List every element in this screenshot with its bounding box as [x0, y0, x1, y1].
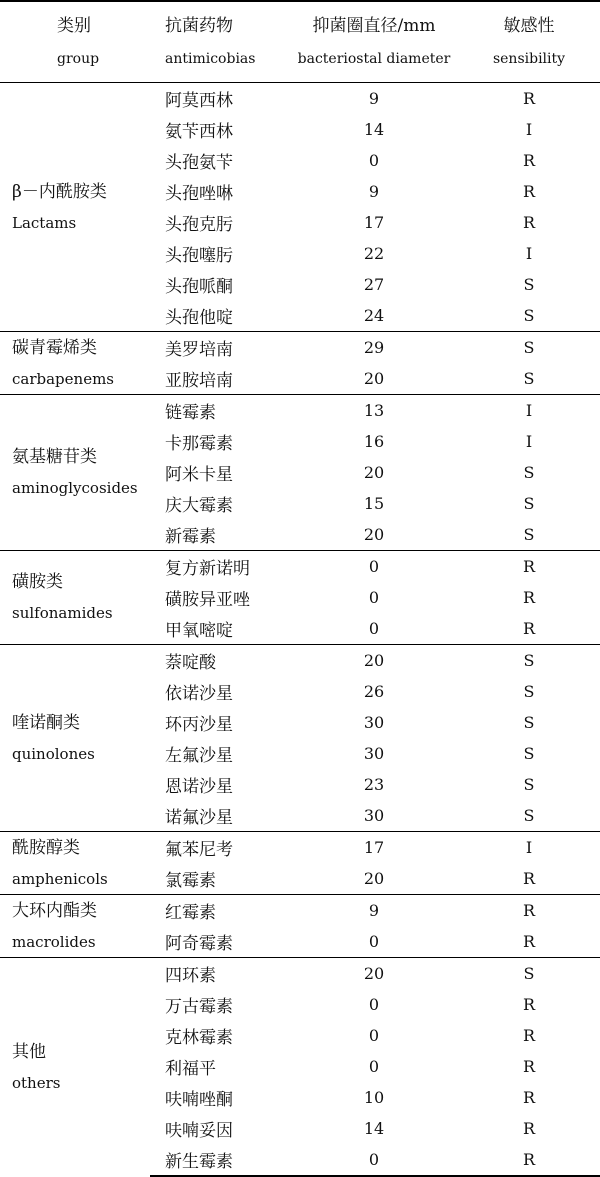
- diameter-cell: 14: [363, 1119, 385, 1138]
- sensibility-cell: R: [522, 151, 536, 170]
- sensibility-cell: S: [523, 275, 535, 294]
- sensibility-cell: I: [525, 432, 533, 451]
- group-cell: [0, 83, 150, 332]
- table-row: [0, 332, 600, 364]
- sensibility-cell: R: [522, 1088, 536, 1107]
- sensibility-cell: R: [522, 995, 536, 1014]
- group-cell: [0, 645, 150, 832]
- drug-cell: 链霉素: [150, 395, 290, 427]
- sensibility-cell: I: [525, 244, 533, 263]
- diameter-cell: 9: [368, 89, 380, 108]
- diameter-cell: 20: [363, 463, 385, 482]
- table-row: [0, 832, 600, 864]
- drug-cell: 呋喃唑酮: [165, 1090, 233, 1110]
- diameter-cell: 0: [368, 588, 380, 607]
- drug-cell: 头孢哌酮: [165, 277, 233, 297]
- group-cell: [0, 395, 150, 551]
- drug-cell: 头孢克肟: [165, 215, 233, 235]
- group-cell: [0, 895, 150, 958]
- group-name-cn: 碳青霉烯类: [12, 337, 97, 358]
- drug-cell: 甲氧嘧啶: [165, 621, 233, 641]
- diameter-cell: 16: [363, 432, 385, 451]
- drug-cell: 阿米卡星: [165, 465, 233, 485]
- drug-cell: 复方新诺明: [150, 551, 290, 583]
- drug-cell: 庆大霉素: [165, 496, 233, 516]
- sensibility-cell: S: [523, 306, 535, 325]
- sensibility-cell: S: [523, 775, 535, 794]
- diameter-cell: 0: [368, 995, 380, 1014]
- header-drug-cn: 抗菌药物: [165, 16, 233, 36]
- diameter-cell: 23: [363, 775, 385, 794]
- table-body: [0, 83, 600, 1177]
- group-name-cn: 其他: [12, 1041, 46, 1062]
- drug-cell: 头孢唑啉: [165, 184, 233, 204]
- sensibility-cell: R: [522, 1057, 536, 1076]
- group-name-en: quinolones: [12, 744, 95, 763]
- sensibility-cell: I: [525, 120, 533, 139]
- diameter-cell: 17: [290, 832, 458, 864]
- diameter-cell: 0: [368, 1026, 380, 1045]
- sensibility-cell: S: [523, 369, 535, 388]
- drug-cell: 阿奇霉素: [165, 934, 233, 954]
- header-sensibility-cn: 敏感性: [503, 16, 555, 36]
- sensibility-cell: I: [458, 395, 600, 427]
- sensibility-cell: R: [458, 1144, 600, 1176]
- group-name-cn: 喹诺酮类: [12, 712, 80, 733]
- group-name-en: others: [12, 1073, 61, 1092]
- sensibility-cell: S: [458, 958, 600, 990]
- drug-cell: 头孢噻肟: [165, 246, 233, 266]
- group-cell: [0, 551, 150, 645]
- sensibility-cell: R: [522, 619, 536, 638]
- table-row: [0, 395, 600, 427]
- drug-cell: 亚胺培南: [165, 371, 233, 391]
- sensibility-cell: S: [523, 713, 535, 732]
- sensibility-cell: S: [523, 806, 535, 825]
- sensibility-cell: R: [458, 551, 600, 583]
- diameter-cell: 17: [363, 213, 385, 232]
- table-row: [0, 551, 600, 583]
- sensibility-cell: I: [458, 832, 600, 864]
- drug-cell: 新霉素: [165, 527, 216, 547]
- drug-cell: 新生霉素: [150, 1144, 290, 1176]
- diameter-cell: 24: [363, 306, 385, 325]
- diameter-cell: 30: [363, 713, 385, 732]
- diameter-cell: 9: [368, 182, 380, 201]
- diameter-cell: 27: [363, 275, 385, 294]
- table-row: [0, 83, 600, 115]
- sensibility-cell: R: [522, 213, 536, 232]
- group-name-cn: 酰胺醇类: [12, 837, 80, 858]
- group-name-en: carbapenems: [12, 369, 114, 388]
- diameter-cell: 30: [363, 744, 385, 763]
- diameter-cell: 20: [290, 958, 458, 990]
- sensibility-cell: R: [522, 932, 536, 951]
- diameter-cell: 10: [363, 1088, 385, 1107]
- drug-cell: 诺氟沙星: [165, 808, 233, 828]
- group-name-en: sulfonamides: [12, 604, 113, 622]
- sensibility-cell: R: [522, 588, 536, 607]
- header-diameter-cn: 抑菌圈直径/mm: [312, 16, 436, 36]
- header-diameter-en: bacteriostal diameter: [297, 51, 451, 67]
- header-group-en: group: [57, 51, 100, 67]
- drug-cell: 克林霉素: [165, 1028, 233, 1048]
- diameter-cell: 15: [363, 494, 385, 513]
- diameter-cell: 30: [363, 806, 385, 825]
- header-diameter: [290, 1, 458, 83]
- table-row: [0, 645, 600, 677]
- table-row: [0, 958, 600, 990]
- diameter-cell: 20: [363, 869, 385, 888]
- drug-cell: 头孢氨苄: [165, 153, 233, 173]
- drug-cell: 美罗培南: [150, 332, 290, 364]
- diameter-cell: 26: [363, 682, 385, 701]
- group-name-en: aminoglycosides: [12, 479, 138, 497]
- header-sensibility-en: sensibility: [492, 51, 566, 67]
- sensibility-cell: S: [523, 744, 535, 763]
- header-group: [0, 1, 150, 83]
- group-name-cn: 大环内酯类: [12, 900, 97, 921]
- diameter-cell: 0: [290, 1144, 458, 1176]
- drug-cell: 环丙沙星: [165, 715, 233, 735]
- group-name-en: Lactams: [12, 213, 77, 232]
- sensibility-cell: R: [522, 182, 536, 201]
- drug-cell: 依诺沙星: [165, 684, 233, 704]
- drug-cell: 萘啶酸: [150, 645, 290, 677]
- table-row: [0, 895, 600, 927]
- drug-cell: 呋喃妥因: [165, 1121, 233, 1141]
- group-cell: [0, 332, 150, 395]
- drug-cell: 左氟沙星: [165, 746, 233, 766]
- sensibility-cell: S: [458, 332, 600, 364]
- group-name-cn: β－内酰胺类: [12, 181, 107, 202]
- diameter-cell: 0: [368, 619, 380, 638]
- diameter-cell: 14: [363, 120, 385, 139]
- sensibility-cell: S: [523, 525, 535, 544]
- diameter-cell: 0: [368, 1057, 380, 1076]
- sensibility-cell: R: [458, 895, 600, 927]
- sensibility-cell: S: [523, 682, 535, 701]
- drug-cell: 恩诺沙星: [165, 777, 233, 797]
- drug-cell: 利福平: [165, 1059, 216, 1079]
- drug-cell: 红霉素: [150, 895, 290, 927]
- drug-cell: 阿莫西林: [165, 91, 233, 111]
- sensibility-cell: R: [522, 1119, 536, 1138]
- diameter-cell: 20: [363, 369, 385, 388]
- diameter-cell: 29: [290, 332, 458, 364]
- sensibility-cell: S: [523, 494, 535, 513]
- diameter-cell: 22: [363, 244, 385, 263]
- drug-cell: 四环素: [150, 958, 290, 990]
- drug-cell: 氨苄西林: [165, 122, 233, 142]
- group-name-en: macrolides: [12, 932, 96, 951]
- group-name-cn: 氨基糖苷类: [12, 447, 97, 467]
- diameter-cell: 20: [290, 645, 458, 677]
- group-name-cn: 磺胺类: [12, 572, 63, 592]
- sensibility-cell: R: [522, 869, 536, 888]
- sensibility-cell: S: [458, 645, 600, 677]
- group-cell: [0, 832, 150, 895]
- table-header: [0, 1, 600, 83]
- header-row: [0, 1, 600, 83]
- header-sensibility: [458, 1, 600, 83]
- diameter-cell: 13: [290, 395, 458, 427]
- diameter-cell: 0: [368, 932, 380, 951]
- group-cell: [0, 958, 150, 1177]
- drug-cell: 万古霉素: [165, 997, 233, 1017]
- diameter-cell: 20: [363, 525, 385, 544]
- sensibility-cell: S: [523, 463, 535, 482]
- drug-cell: 磺胺异亚唑: [165, 590, 250, 610]
- sensibility-cell: R: [522, 1026, 536, 1045]
- group-name-en: amphenicols: [12, 869, 108, 888]
- drug-cell: 氟苯尼考: [150, 832, 290, 864]
- diameter-cell: 9: [290, 895, 458, 927]
- drug-cell: 头孢他啶: [165, 308, 233, 328]
- sensibility-cell: R: [522, 89, 536, 108]
- drug-cell: 卡那霉素: [165, 434, 233, 454]
- header-drug: [150, 1, 290, 83]
- header-group-cn: 类别: [57, 16, 91, 36]
- header-drug-en: antimicobias: [165, 51, 256, 67]
- drug-cell: 氯霉素: [165, 871, 216, 891]
- diameter-cell: 0: [368, 151, 380, 170]
- diameter-cell: 0: [290, 551, 458, 583]
